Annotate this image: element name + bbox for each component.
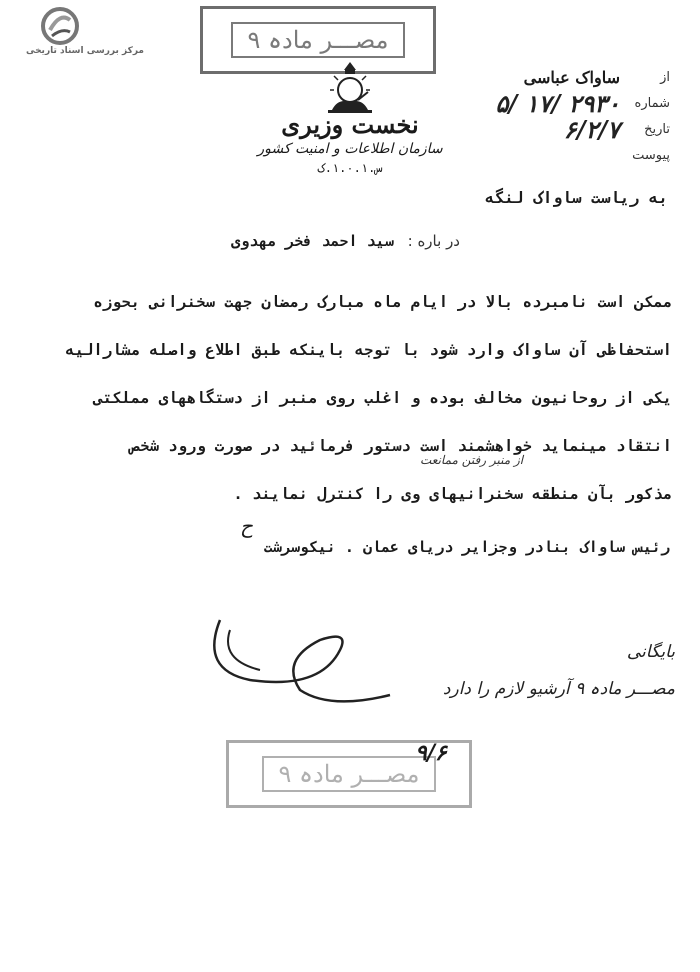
body-line: مذکور بآن منطقه سخنرانیهای وی را کنترل نمایند . xyxy=(233,485,672,503)
number-label: شماره xyxy=(634,95,670,111)
subject-value: سید احمد فخر مهدوی xyxy=(231,232,394,250)
body-line: یکی از روحانیون مخالف بوده و اغلب روی منبر از دستگاههای مملکتی xyxy=(93,389,672,407)
ministry-title: نخست وزیری xyxy=(281,110,419,139)
body-line: استحفاظی آن ساواک وارد شود با توجه باینکه طبق اطلاع واصله مشارالیه xyxy=(65,341,672,359)
watermark-text: مرکز بررسی اسناد تاریخی xyxy=(25,46,145,56)
body-line: انتقاد مینماید خواهشمند است دستور فرمائید در صورت ورود شخص xyxy=(130,437,672,455)
number-value: ۲۹۳۰ /۱۷ /۵ xyxy=(495,88,620,118)
signature-mark: ح xyxy=(240,514,253,538)
watermark xyxy=(10,6,160,58)
header-meta xyxy=(430,64,670,168)
subject-label: در باره : xyxy=(407,232,460,250)
body-line: ممکن است نامبرده بالا در ایام ماه مبارک رمضان جهت سخنرانی بحوزه xyxy=(93,293,672,311)
organization-name: سازمان اطلاعات و امنیت کشور xyxy=(257,141,443,157)
number-row xyxy=(430,90,670,116)
subject xyxy=(210,232,460,250)
form-reference: س.۱.۰.۱.ک xyxy=(317,161,383,175)
letterhead xyxy=(250,110,450,175)
from-value: ساواک عباسی xyxy=(523,67,620,87)
classification-stamp-top: مصـــر مادہ ۹ xyxy=(200,6,436,74)
addressee: به ریاست ساواک لنگه xyxy=(484,188,668,207)
signature-line: رئیس ساواک بنادر وجزایر دریای عمان . نیکوسرشت xyxy=(263,538,670,556)
classification-stamp-bottom: مصـــر مادہ ۹ xyxy=(226,740,472,808)
date-value: ۶/۲/۷ xyxy=(563,114,620,144)
from-row xyxy=(430,64,670,90)
from-label: از xyxy=(660,69,670,85)
note-line-1: بایگانی xyxy=(626,642,675,662)
archive-logo-icon xyxy=(40,6,80,46)
date-row xyxy=(430,116,670,142)
handwritten-note xyxy=(405,642,675,715)
handwritten-annotation: از منبر رفتن ممانعت xyxy=(420,453,524,467)
note-number: ۹/۶ xyxy=(415,740,447,766)
note-line-2: مصـــر مادہ ۹ آرشیو لازم را دارد xyxy=(442,679,675,699)
attachment-label: پیوست xyxy=(632,147,670,163)
letter-body xyxy=(56,282,672,522)
date-label: تاریخ xyxy=(644,121,670,137)
signature-scribble-icon xyxy=(190,600,410,710)
attachment-row xyxy=(430,142,670,168)
